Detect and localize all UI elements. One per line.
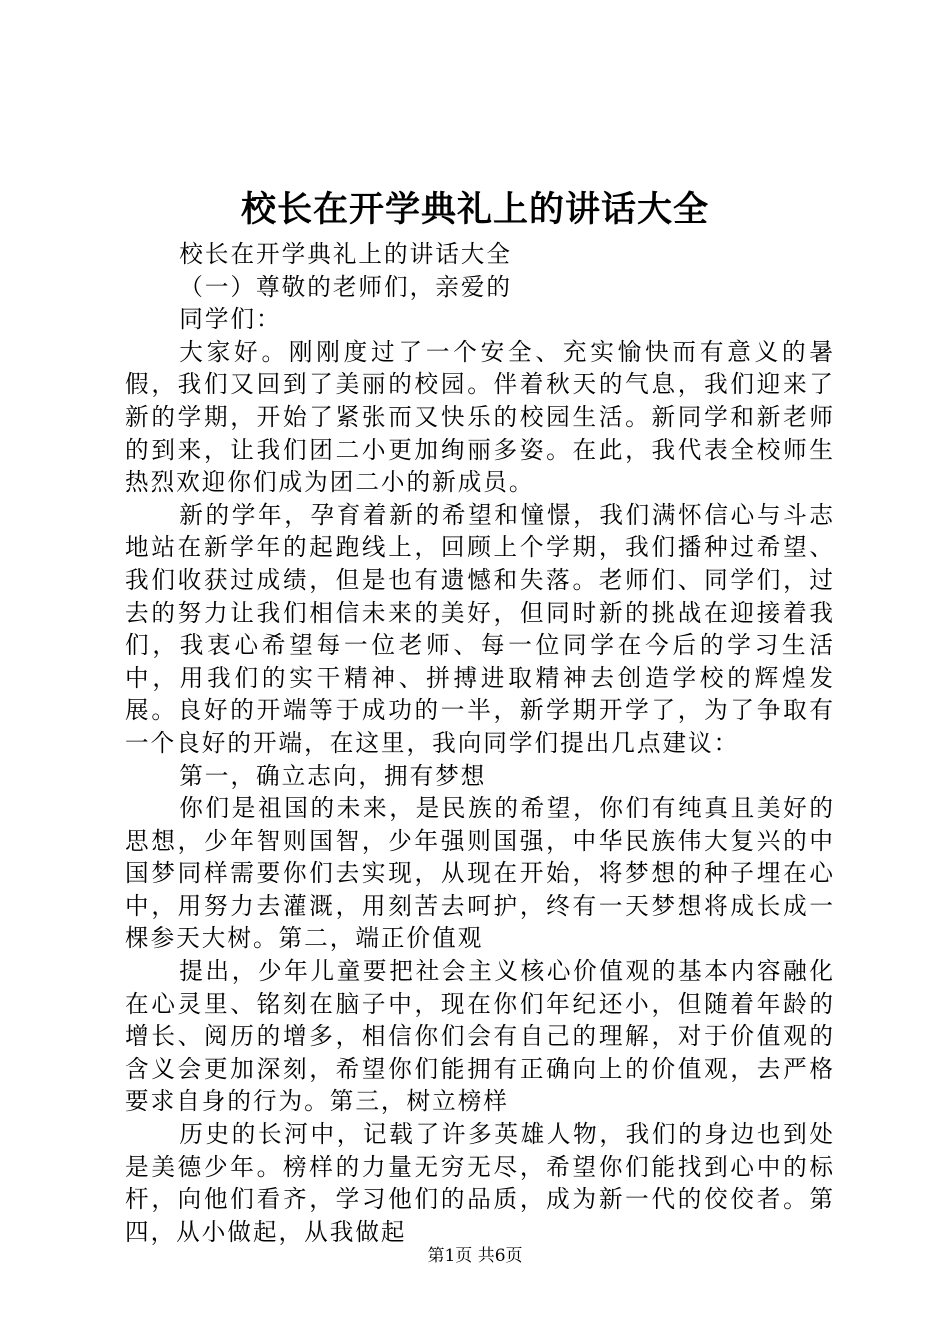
page-footer: 第1页 共6页 (427, 1246, 523, 1266)
paragraph-section-one: （一）尊敬的老师们，亲爱的 (179, 272, 512, 301)
paragraph-point-one-heading: 第一，确立志向，拥有梦想 (179, 761, 487, 790)
document-body (125, 238, 835, 1248)
document-title: 校长在开学典礼上的讲话大全 (240, 189, 709, 230)
paragraph-point-three: 历史的长河中，记载了许多英雄人物，我们的身边也到处是美德少年。榜样的力量无穷无尽，希望你们能找到心中的标杆，向他们看齐，学习他们的品质，成为新一代的佼佼者。第四，从小做起，从我做起 (125, 1120, 835, 1246)
paragraph-salutation: 同学们： (179, 305, 282, 334)
paragraph-point-two: 提出，少年儿童要把社会主义核心价值观的基本内容融化在心灵里、铭刻在脑子中，现在你们年纪还小，但随着年龄的增长、阅历的增多，相信你们会有自己的理解，对于价值观的含义会更加深刻，希望你们能拥有正确向上的价值观，去严格要求自身的行为。第三，树立榜样 (125, 957, 835, 1116)
paragraph-greeting: 大家好。刚刚度过了一个安全、充实愉快而有意义的暑假，我们又回到了美丽的校园。伴着秋天的气息，我们迎来了新的学期，开始了紧张而又快乐的校园生活。新同学和新老师的到来，让我们团二小更加绚丽多姿。在此，我代表全校师生热烈欢迎你们成为团二小的新成员。 (125, 337, 835, 497)
paragraph-point-one: 你们是祖国的未来，是民族的希望，你们有纯真且美好的思想，少年智则国智，少年强则国强，中华民族伟大复兴的中国梦同样需要你们去实现，从现在开始，将梦想的种子埋在心中，用努力去灌溉，用刻苦去呵护，终有一天梦想将成长成一棵参天大树。第二，端正价值观 (125, 794, 835, 953)
paragraph-new-year: 新的学年，孕育着新的希望和憧憬，我们满怀信心与斗志地站在新学年的起跑线上，回顾上个学期，我们播种过希望、我们收获过成绩，但是也有遗憾和失落。老师们、同学们，过去的努力让我们相信未来的美好，但同时新的挑战在迎接着我们，我衷心希望每一位老师、每一位同学在今后的学习生活中，用我们的实干精神、拼搏进取精神去创造学校的辉煌发展。良好的开端等于成功的一半，新学期开学了，为了争取有一个良好的开端，在这里，我向同学们提出几点建议： (125, 500, 835, 757)
paragraph-subtitle: 校长在开学典礼上的讲话大全 (179, 240, 512, 268)
